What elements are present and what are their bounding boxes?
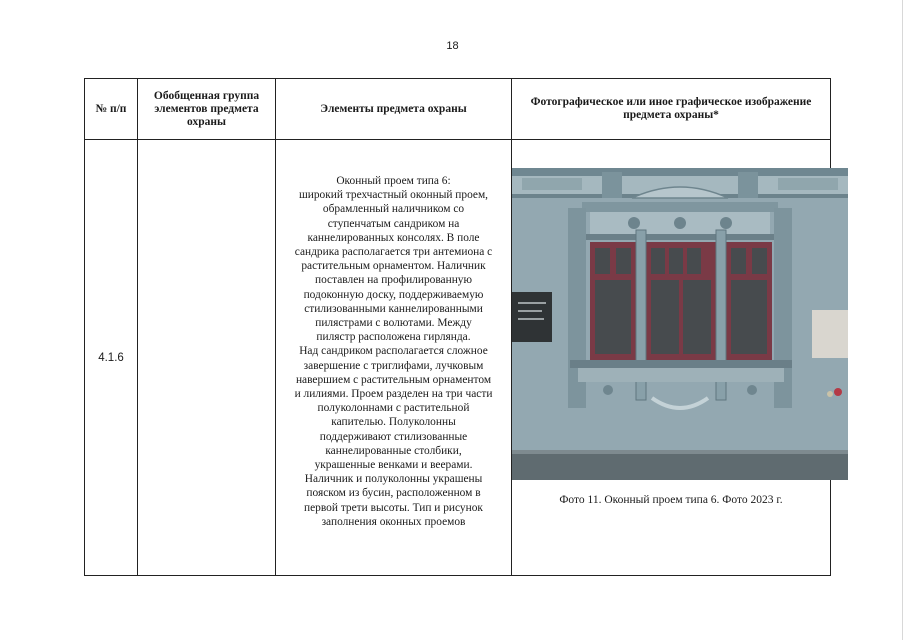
- description-line: пилястрами с волютами. Между: [315, 317, 472, 330]
- description-line: ступенчатым сандриком на: [327, 217, 460, 230]
- table-row: [85, 140, 831, 576]
- header-photo-text: Фотографическое или иное графическое изображение предмета охраны*: [530, 96, 812, 121]
- row-num: 4.1.6: [85, 140, 138, 576]
- header-num-text: № п/п: [95, 102, 127, 115]
- description-line: растительным орнаментом. Наличник: [301, 260, 486, 273]
- description-line: пояском из бусин, расположенном в: [306, 487, 481, 500]
- header-group: [138, 79, 276, 140]
- protection-table: [84, 78, 831, 576]
- table-header-row: [85, 79, 831, 140]
- description-line: каннелированные столбики,: [325, 444, 462, 457]
- description-line: пилястр расположена гирлянда.: [316, 331, 471, 344]
- description-line: Оконный проем типа 6:: [336, 175, 451, 187]
- description-line: завершение с триглифами, лучковым: [303, 359, 484, 372]
- description-line: обрамленный наличником со: [322, 203, 465, 216]
- description-line: каннелированных консолях. В поле: [307, 231, 480, 244]
- header-group-text: Обобщенная группа элементов предмета охраны: [153, 89, 260, 128]
- header-photo: [512, 79, 831, 140]
- row-description: [276, 140, 512, 576]
- description-line: стилизованными каннелированными: [304, 302, 483, 315]
- description-line: первой трети высоты. Тип и рисунок: [304, 501, 483, 514]
- page-number: 18: [446, 40, 459, 52]
- description-line: поставлен на профилированную: [314, 274, 473, 287]
- description-line: поддерживают стилизованные: [319, 430, 468, 443]
- description-line: подоконную доску, поддерживаемую: [303, 288, 484, 301]
- header-elements-text: Элементы предмета охраны: [320, 102, 467, 115]
- description-line: и лилиями. Проем разделен на три части: [294, 388, 493, 401]
- description-line: сандрика располагается три антемиона с: [294, 246, 493, 259]
- window-illustration: [512, 168, 848, 480]
- description-line: заполнения оконных проемов: [321, 515, 466, 528]
- page-edge: [902, 0, 903, 640]
- description-line: Над сандриком располагается сложное: [299, 345, 488, 358]
- header-num: [85, 79, 138, 140]
- description-line: капителью. Полуколонны: [331, 416, 456, 429]
- description-line: Наличник и полуколонны украшены: [304, 473, 483, 486]
- photo-caption: Фото 11. Оконный проем типа 6. Фото 2023 г.: [559, 494, 783, 506]
- description-line: широкий трехчастный оконный проем,: [298, 189, 489, 202]
- header-elements: [276, 79, 512, 140]
- description-text: [276, 140, 511, 529]
- description-line: навершием с растительным орнаментом: [295, 373, 492, 386]
- facade-photo: [512, 168, 848, 480]
- row-group: [138, 140, 276, 576]
- description-line: украшенные венками и веерами.: [314, 459, 473, 472]
- row-photo: [512, 140, 831, 576]
- description-line: полуколоннами с растительной: [317, 402, 470, 415]
